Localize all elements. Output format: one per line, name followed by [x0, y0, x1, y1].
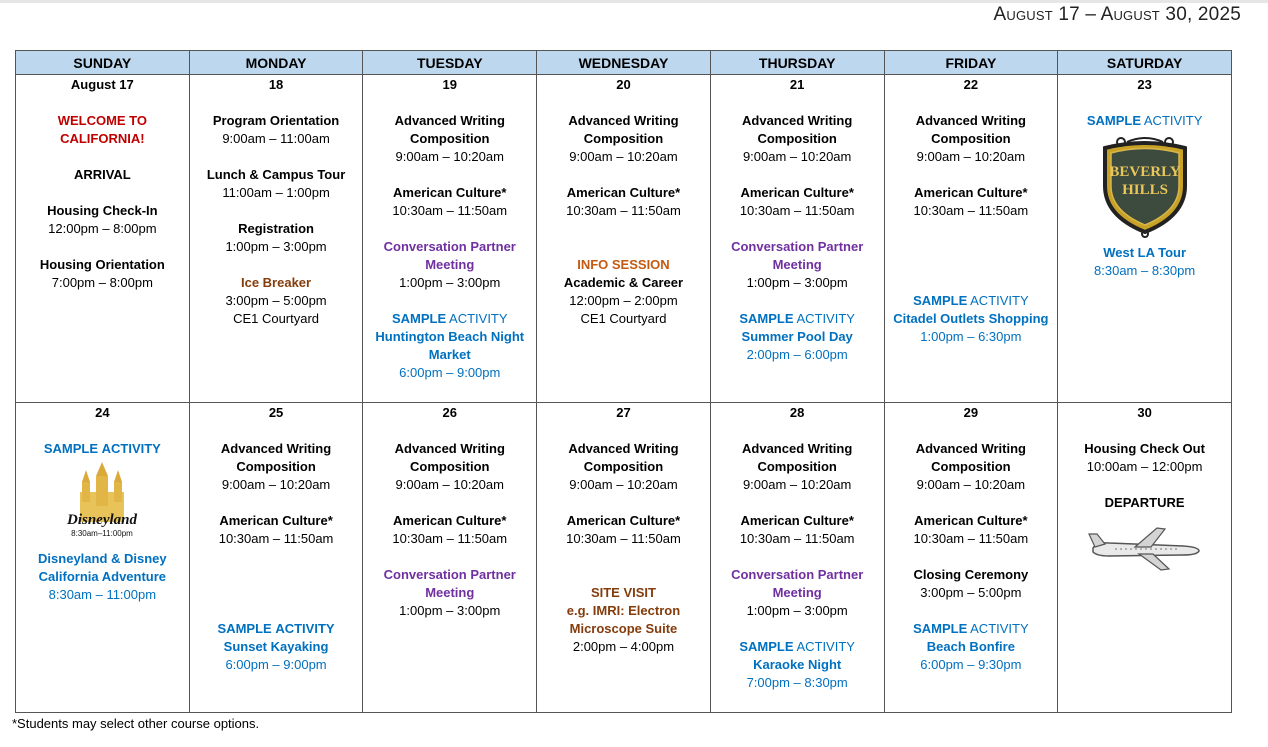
- event-time: 9:00am – 11:00am: [222, 131, 330, 146]
- svg-text:HILLS: HILLS: [1121, 182, 1168, 198]
- beverly-hills-sign-icon: [1095, 134, 1195, 238]
- event-location: CE1 Courtyard: [233, 311, 320, 326]
- event-title: Advanced Writing: [915, 113, 1026, 128]
- event-time: 1:00pm – 3:00pm: [399, 275, 501, 290]
- event-title-cont: Composition: [757, 131, 837, 146]
- event-title: e.g. IMRI: Electron: [566, 603, 681, 618]
- event-title: Advanced Writing: [915, 441, 1026, 456]
- week-row-1: [16, 75, 1232, 403]
- activity-title: Karaoke Night: [753, 657, 842, 672]
- event-time: 10:30am – 11:50am: [392, 531, 508, 546]
- activity-title: Beach Bonfire: [926, 639, 1015, 654]
- event-time: 10:30am – 11:50am: [739, 531, 855, 546]
- event-time: 12:00pm – 8:00pm: [48, 221, 157, 236]
- event-time: 9:00am – 10:20am: [569, 477, 678, 492]
- event-time: 9:00am – 10:20am: [569, 149, 678, 164]
- event-time: 9:00am – 10:20am: [742, 149, 852, 164]
- activity-time: 1:00pm – 6:30pm: [920, 329, 1022, 344]
- activity-title: Citadel Outlets Shopping: [893, 311, 1049, 326]
- event-time: 3:00pm – 5:00pm: [225, 293, 327, 308]
- event-title: Advanced Writing: [742, 441, 853, 456]
- day-cell-aug-28: [710, 403, 884, 713]
- activity-title: Disneyland & Disney: [38, 551, 167, 566]
- event-time: 10:00am – 12:00pm: [1086, 459, 1203, 474]
- activity-title: West LA Tour: [1103, 245, 1187, 260]
- event-title-cont: Composition: [410, 131, 490, 146]
- event-time: 9:00am – 10:20am: [221, 477, 331, 492]
- day-number: 30: [1137, 405, 1152, 420]
- welcome-line-1: WELCOME TO: [57, 113, 147, 128]
- event-time: 1:00pm – 3:00pm: [746, 603, 848, 618]
- activity-time: 2:00pm – 6:00pm: [746, 347, 848, 362]
- activity-title: Huntington Beach Night: [375, 329, 525, 344]
- event-time: 9:00am – 10:20am: [916, 477, 1026, 492]
- weekday-saturday: SATURDAY: [1058, 51, 1232, 75]
- day-number: 20: [616, 77, 631, 92]
- weekday-header-row: [16, 51, 1232, 75]
- event-title: Conversation Partner: [383, 567, 516, 582]
- weekday-sunday: SUNDAY: [16, 51, 190, 75]
- day-cell-aug-22: [884, 75, 1058, 403]
- sample-activity-label: SAMPLE ACTIVITY: [739, 311, 855, 326]
- day-cell-aug-25: [189, 403, 363, 713]
- event-title: American Culture*: [914, 513, 1028, 528]
- day-number: 25: [268, 405, 284, 420]
- event-title: American Culture*: [393, 513, 507, 528]
- event-time: 12:00pm – 2:00pm: [569, 293, 678, 308]
- sample-activity-label: SAMPLE ACTIVITY: [913, 621, 1029, 636]
- event-title: Housing Orientation: [39, 257, 165, 272]
- day-number: 23: [1137, 77, 1152, 92]
- weekday-tuesday: TUESDAY: [363, 51, 537, 75]
- day-cell-aug-19: [363, 75, 537, 403]
- event-title: Program Orientation: [212, 113, 340, 128]
- event-title-cont: Composition: [757, 459, 837, 474]
- event-title: Advanced Writing: [568, 441, 679, 456]
- day-cell-aug-26: [363, 403, 537, 713]
- event-title: American Culture*: [740, 185, 854, 200]
- event-time: 7:00pm – 8:00pm: [51, 275, 153, 290]
- event-time: 9:00am – 10:20am: [395, 477, 504, 492]
- day-cell-aug-17: [16, 75, 190, 403]
- svg-text:Disneyland: Disneyland: [67, 512, 138, 528]
- info-session-label: INFO SESSION: [577, 257, 670, 272]
- event-title-cont: Microscope Suite: [569, 621, 678, 636]
- sample-activity-label: SAMPLE ACTIVITY: [43, 441, 161, 456]
- event-time: 10:30am – 11:50am: [913, 203, 1029, 218]
- event-title: Advanced Writing: [394, 113, 505, 128]
- event-title: Advanced Writing: [220, 441, 332, 456]
- day-cell-aug-30: [1058, 403, 1232, 713]
- event-time: 11:00am – 1:00pm: [222, 185, 330, 200]
- event-title: American Culture*: [219, 513, 333, 528]
- event-title: American Culture*: [914, 185, 1028, 200]
- event-time: 10:30am – 11:50am: [392, 203, 508, 218]
- event-title: Housing Check Out: [1084, 441, 1205, 456]
- event-title: American Culture*: [566, 513, 681, 528]
- activity-time: 6:00pm – 9:30pm: [920, 657, 1022, 672]
- event-title-cont: Composition: [931, 459, 1011, 474]
- event-title: American Culture*: [393, 185, 507, 200]
- top-rule: [0, 0, 1268, 3]
- day-number: 27: [616, 405, 631, 420]
- event-time: 10:30am – 11:50am: [218, 531, 334, 546]
- event-title-cont: Meeting: [425, 257, 475, 272]
- weekday-friday: FRIDAY: [884, 51, 1058, 75]
- event-title: Lunch & Campus Tour: [206, 167, 346, 182]
- day-number: 21: [789, 77, 805, 92]
- event-time: 10:30am – 11:50am: [566, 203, 681, 218]
- event-title: American Culture*: [566, 185, 681, 200]
- event-time: 9:00am – 10:20am: [742, 477, 852, 492]
- svg-text:8:30am–11:00pm: 8:30am–11:00pm: [71, 529, 134, 538]
- event-title-cont: Meeting: [425, 585, 475, 600]
- sample-activity-label: SAMPLE ACTIVITY: [1086, 113, 1203, 128]
- event-time: 10:30am – 11:50am: [913, 531, 1029, 546]
- day-cell-aug-20: [537, 75, 711, 403]
- event-time: 1:00pm – 3:00pm: [746, 275, 848, 290]
- event-title-cont: Composition: [931, 131, 1011, 146]
- day-cell-aug-27: [537, 403, 711, 713]
- event-title: Advanced Writing: [568, 113, 679, 128]
- day-number: 19: [442, 77, 457, 92]
- day-number: 24: [95, 405, 110, 420]
- day-number: 22: [963, 77, 979, 92]
- activity-time: 6:00pm – 9:00pm: [399, 365, 501, 380]
- event-title-cont: Composition: [583, 131, 664, 146]
- week-row-2: [16, 403, 1232, 713]
- event-title-cont: Meeting: [772, 257, 822, 272]
- sample-activity-label: SAMPLE ACTIVITY: [913, 293, 1029, 308]
- event-title-cont: Composition: [410, 459, 490, 474]
- arrival-label: ARRIVAL: [73, 167, 131, 182]
- event-time: 1:00pm – 3:00pm: [225, 239, 327, 254]
- event-title: Registration: [238, 221, 314, 236]
- welcome-line-2: CALIFORNIA!: [60, 131, 145, 146]
- event-title-cont: Composition: [236, 459, 316, 474]
- svg-text:BEVERLY: BEVERLY: [1109, 164, 1181, 180]
- day-number: 18: [268, 77, 284, 92]
- event-title: Closing Ceremony: [913, 567, 1029, 582]
- event-title: Conversation Partner: [383, 239, 516, 254]
- sample-activity-label: SAMPLE ACTIVITY: [217, 621, 335, 636]
- footnote: *Students may select other course options.: [12, 716, 260, 731]
- activity-time: 8:30am – 11:00pm: [48, 587, 157, 602]
- event-title: Academic & Career: [563, 275, 684, 290]
- sample-activity-label: SAMPLE ACTIVITY: [391, 311, 508, 326]
- event-time: 2:00pm – 4:00pm: [572, 639, 675, 654]
- event-title: Advanced Writing: [394, 441, 505, 456]
- weekday-thursday: THURSDAY: [710, 51, 884, 75]
- sample-activity-label: SAMPLE ACTIVITY: [739, 639, 855, 654]
- activity-time: 6:00pm – 9:00pm: [225, 657, 327, 672]
- day-number: 26: [442, 405, 457, 420]
- disneyland-castle-icon: [66, 462, 138, 544]
- event-title: Advanced Writing: [742, 113, 853, 128]
- weekday-monday: MONDAY: [189, 51, 363, 75]
- activity-title-cont: Market: [428, 347, 471, 362]
- event-time: 9:00am – 10:20am: [916, 149, 1026, 164]
- event-title: Housing Check-In: [47, 203, 158, 218]
- day-cell-aug-24: [16, 403, 190, 713]
- activity-time: 8:30am – 8:30pm: [1094, 263, 1196, 278]
- event-time: 10:30am – 11:50am: [739, 203, 855, 218]
- site-visit-label: SITE VISIT: [590, 585, 656, 600]
- day-cell-aug-23: [1058, 75, 1232, 403]
- event-title: American Culture*: [740, 513, 854, 528]
- date-range: August 17 – August 30, 2025: [993, 4, 1241, 25]
- event-time: 9:00am – 10:20am: [395, 149, 504, 164]
- departure-label: DEPARTURE: [1104, 495, 1185, 510]
- event-location: CE1 Courtyard: [580, 311, 667, 326]
- calendar-grid: [15, 50, 1232, 713]
- day-number: August 17: [70, 77, 134, 92]
- day-cell-aug-21: [710, 75, 884, 403]
- day-cell-aug-29: [884, 403, 1058, 713]
- weekday-wednesday: WEDNESDAY: [537, 51, 711, 75]
- activity-title: Summer Pool Day: [741, 329, 853, 344]
- event-title: Conversation Partner: [731, 567, 864, 582]
- activity-title: Sunset Kayaking: [223, 639, 329, 654]
- event-time: 3:00pm – 5:00pm: [920, 585, 1022, 600]
- day-cell-aug-18: [189, 75, 363, 403]
- day-number: 29: [963, 405, 979, 420]
- day-number: 28: [789, 405, 805, 420]
- activity-title-cont: California Adventure: [38, 569, 167, 584]
- event-time: 10:30am – 11:50am: [566, 531, 681, 546]
- event-title-cont: Meeting: [772, 585, 822, 600]
- activity-time: 7:00pm – 8:30pm: [746, 675, 848, 690]
- event-title: Ice Breaker: [240, 275, 312, 290]
- event-time: 1:00pm – 3:00pm: [399, 603, 501, 618]
- event-title-cont: Composition: [583, 459, 664, 474]
- airplane-icon: [1087, 526, 1203, 572]
- event-title: Conversation Partner: [731, 239, 864, 254]
